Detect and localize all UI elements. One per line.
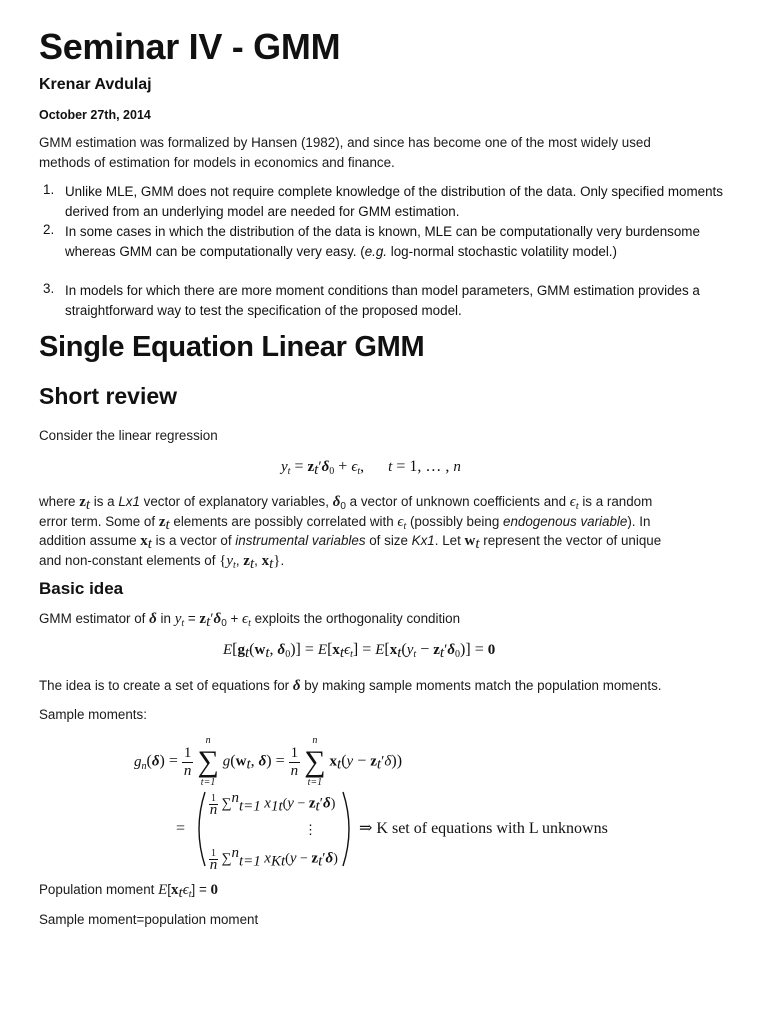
- list-item: In some cases in which the distribution of the data is known, MLE can be computationally very burdensome whereas GMM can be computationally very easy. (e.g. log-normal stochastic volatility model.): [65, 224, 700, 259]
- paragraph-where: addition assume $x_t$ is a vector of instrumental variables of size Kx1. Let $w_t$ represent the vector of unique: [39, 533, 662, 552]
- regression-equation: $y_t = z_t'\delta_0 + \epsilon_t$, t = 1, … , n: [281, 458, 461, 478]
- paragraph-where: where $z_t$ is a Lx1 vector of explanatory variables, $\delta_0$ a vector of unknown coefficients and $\epsilon_t$ is a random: [39, 494, 653, 513]
- equals-sign: =: [176, 820, 186, 837]
- matrix-row-1: $\frac{1}{n}$ ∑$^n_{t=1}$ $x_{1t}(y - z_t'\delta)$: [209, 790, 336, 818]
- paragraph-population: Population moment $E[x_t\epsilon_t] = 0$: [39, 882, 218, 901]
- document-date: October 27th, 2014: [39, 108, 151, 122]
- paragraph-basic-idea: GMM estimator of δ in $y_t = z_t'\delta_0 + \epsilon_t$ exploits the orthogonality condition: [39, 611, 461, 630]
- implication-text: ⇒ K set of equations with L unknowns: [359, 820, 608, 837]
- left-paren: [189, 790, 209, 868]
- paragraph-idea: The idea is to create a set of equations for δ by making sample moments match the population moments.: [39, 678, 662, 694]
- matrix-vdots: ⋮: [304, 822, 317, 837]
- intro-line-1: GMM estimation was formalized by Hansen (1982), and since has become one of the most widely used: [39, 135, 651, 150]
- paragraph: Consider the linear regression: [39, 428, 218, 443]
- sample-moments-equation: $g_n(\delta)$ = $\frac{1}{n}$ n ∑ t=1 $g(w_t$, δ) = $\frac{1}{n}$ n ∑ t=1 $x_t(y - z_t'\delta)$): [134, 735, 403, 788]
- paragraph: Sample moments:: [39, 707, 147, 722]
- document-title: Seminar IV - GMM: [39, 26, 341, 67]
- right-paren: [339, 790, 359, 868]
- orthogonality-equation: $E[g_t(w_t$, $\delta_0)] = E[x_t\epsilon_t] = E[x_t(y_t - z_t'\delta_0)] = 0$: [223, 641, 496, 661]
- intro-line-2: methods of estimation for models in economics and finance.: [39, 155, 395, 170]
- matrix-row-k: $\frac{1}{n}$ ∑$^n_{t=1}$ $x_{Kt}(y - z_t'\delta)$: [209, 845, 338, 873]
- paragraph-where: and non-constant elements of {$y_t$, $z_t$, $x_t$}.: [39, 553, 285, 572]
- author-name: Krenar Avdulaj: [39, 76, 152, 93]
- list-item-number: 1.: [43, 182, 55, 197]
- list-item-number: 2.: [43, 222, 55, 237]
- section-heading: Single Equation Linear GMM: [39, 331, 425, 363]
- list-item: In models for which there are more moment conditions than model parameters, GMM estimation provides a straightforward way to test the specification of the proposed model.: [65, 283, 700, 318]
- subsection-heading: Basic idea: [39, 579, 124, 598]
- list-item: Unlike MLE, GMM does not require complete knowledge of the distribution of the data. Only specified moments derived from an underlying model are needed for GMM estimation.: [65, 184, 723, 219]
- subsection-heading: Short review: [39, 383, 178, 409]
- paragraph: Sample moment=population moment: [39, 912, 259, 927]
- list-item-number: 3.: [43, 281, 55, 296]
- paragraph-where: error term. Some of $z_t$ elements are possibly correlated with $\epsilon_t$ (possibly being endogenous variable). In: [39, 514, 651, 533]
